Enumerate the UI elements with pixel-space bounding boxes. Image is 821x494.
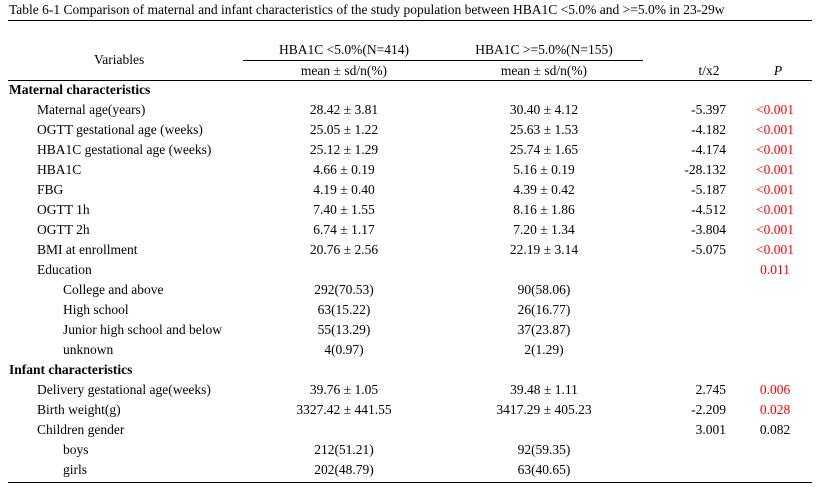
p-value: 0.006 [759,382,791,397]
group1-value: 202(48.79) [314,462,374,477]
group2-value: 8.16 ± 1.86 [513,202,575,217]
p-value: <0.001 [756,222,794,237]
group2-value: 7.20 ± 1.34 [513,222,575,237]
group1-value: 25.05 ± 1.22 [309,122,379,137]
row-label: Junior high school and below [63,322,222,337]
p-value: 0.011 [760,262,790,277]
row-label: College and above [63,282,164,297]
row-label: Maternal age(years) [37,102,146,117]
row-label: HBA1C gestational age (weeks) [37,142,212,157]
p-value: <0.001 [756,122,794,137]
p-value: <0.001 [756,142,794,157]
row-label: Birth weight(g) [37,402,121,417]
test-statistic: -4.512 [691,202,726,217]
section-heading: Maternal characteristics [9,82,151,97]
p-value: <0.001 [756,242,794,257]
group1-value: 20.76 ± 2.56 [309,242,379,257]
p-value: 0.028 [759,402,791,417]
group1-value: 63(15.22) [317,302,371,317]
group1-value: 4(0.97) [324,342,364,357]
top-rule [8,20,812,21]
p-value: <0.001 [756,102,794,117]
group2-value: 5.16 ± 0.19 [513,162,575,177]
section-heading: Infant characteristics [9,362,133,377]
group2-value: 2(1.29) [524,342,564,357]
group1-value: 292(70.53) [314,282,374,297]
header-sub1: mean ± sd/n(%) [300,63,388,78]
bottom-rule [8,482,812,483]
row-label: OGTT gestational age (weeks) [37,122,203,137]
test-statistic: -28.132 [684,162,726,177]
row-label: High school [63,302,129,317]
group2-value: 92(59.35) [517,442,571,457]
group1-value: 3327.42 ± 441.55 [296,402,392,417]
group1-value: 4.66 ± 0.19 [313,162,375,177]
group1-value: 212(51.21) [314,442,374,457]
test-statistic: -5.075 [691,242,726,257]
test-statistic: 3.001 [695,422,726,437]
row-label: girls [63,462,88,477]
group2-value: 4.39 ± 0.42 [513,182,575,197]
group2-value: 25.74 ± 1.65 [509,142,579,157]
test-statistic: -4.174 [691,142,726,157]
group1-value: 25.12 ± 1.29 [309,142,379,157]
group2-value: 22.19 ± 3.14 [509,242,579,257]
p-value: <0.001 [756,182,794,197]
row-label: Delivery gestational age(weeks) [37,382,211,397]
group-underline [243,60,643,61]
test-statistic: -2.209 [691,402,726,417]
group1-value: 6.74 ± 1.17 [313,222,375,237]
header-variables: Variables [94,52,145,67]
p-value: <0.001 [756,162,794,177]
group2-value: 90(58.06) [517,282,571,297]
p-value: <0.001 [756,202,794,217]
group2-value: 37(23.87) [517,322,571,337]
row-label: Children gender [37,422,125,437]
test-statistic: -4.182 [691,122,726,137]
group2-value: 25.63 ± 1.53 [509,122,579,137]
row-label: Education [37,262,92,277]
row-label: BMI at enrollment [37,242,138,257]
row-label: FBG [37,182,64,197]
group1-value: 55(13.29) [317,322,371,337]
row-label: OGTT 2h [37,222,90,237]
group1-value: 4.19 ± 0.40 [313,182,375,197]
group2-value: 30.40 ± 4.12 [509,102,579,117]
group2-value: 26(16.77) [517,302,571,317]
group2-value: 3417.29 ± 405.23 [496,402,592,417]
test-statistic: -5.397 [691,102,726,117]
group1-value: 7.40 ± 1.55 [313,202,375,217]
header-sub2: mean ± sd/n(%) [500,63,588,78]
header-p: P [773,63,783,78]
group1-value: 28.42 ± 3.81 [309,102,379,117]
row-label: OGTT 1h [37,202,90,217]
test-statistic: 2.745 [695,382,726,397]
header-stat: t/x2 [698,63,720,78]
row-label: boys [63,442,89,457]
header-group1: HBA1C <5.0%(N=414) [279,42,409,57]
row-label: HBA1C [37,162,82,177]
p-value: 0.082 [759,422,791,437]
group1-value: 39.76 ± 1.05 [309,382,379,397]
group2-value: 39.48 ± 1.11 [510,382,578,397]
group2-value: 63(40.65) [517,462,571,477]
row-label: unknown [63,342,114,357]
test-statistic: -3.804 [691,222,726,237]
header-group2: HBA1C >=5.0%(N=155) [475,42,613,57]
test-statistic: -5.187 [691,182,726,197]
table-title: Table 6-1 Comparison of maternal and infant characteristics of the study population between HBA1C <5.0% and >=5.0% in 23-29w [9,2,725,17]
